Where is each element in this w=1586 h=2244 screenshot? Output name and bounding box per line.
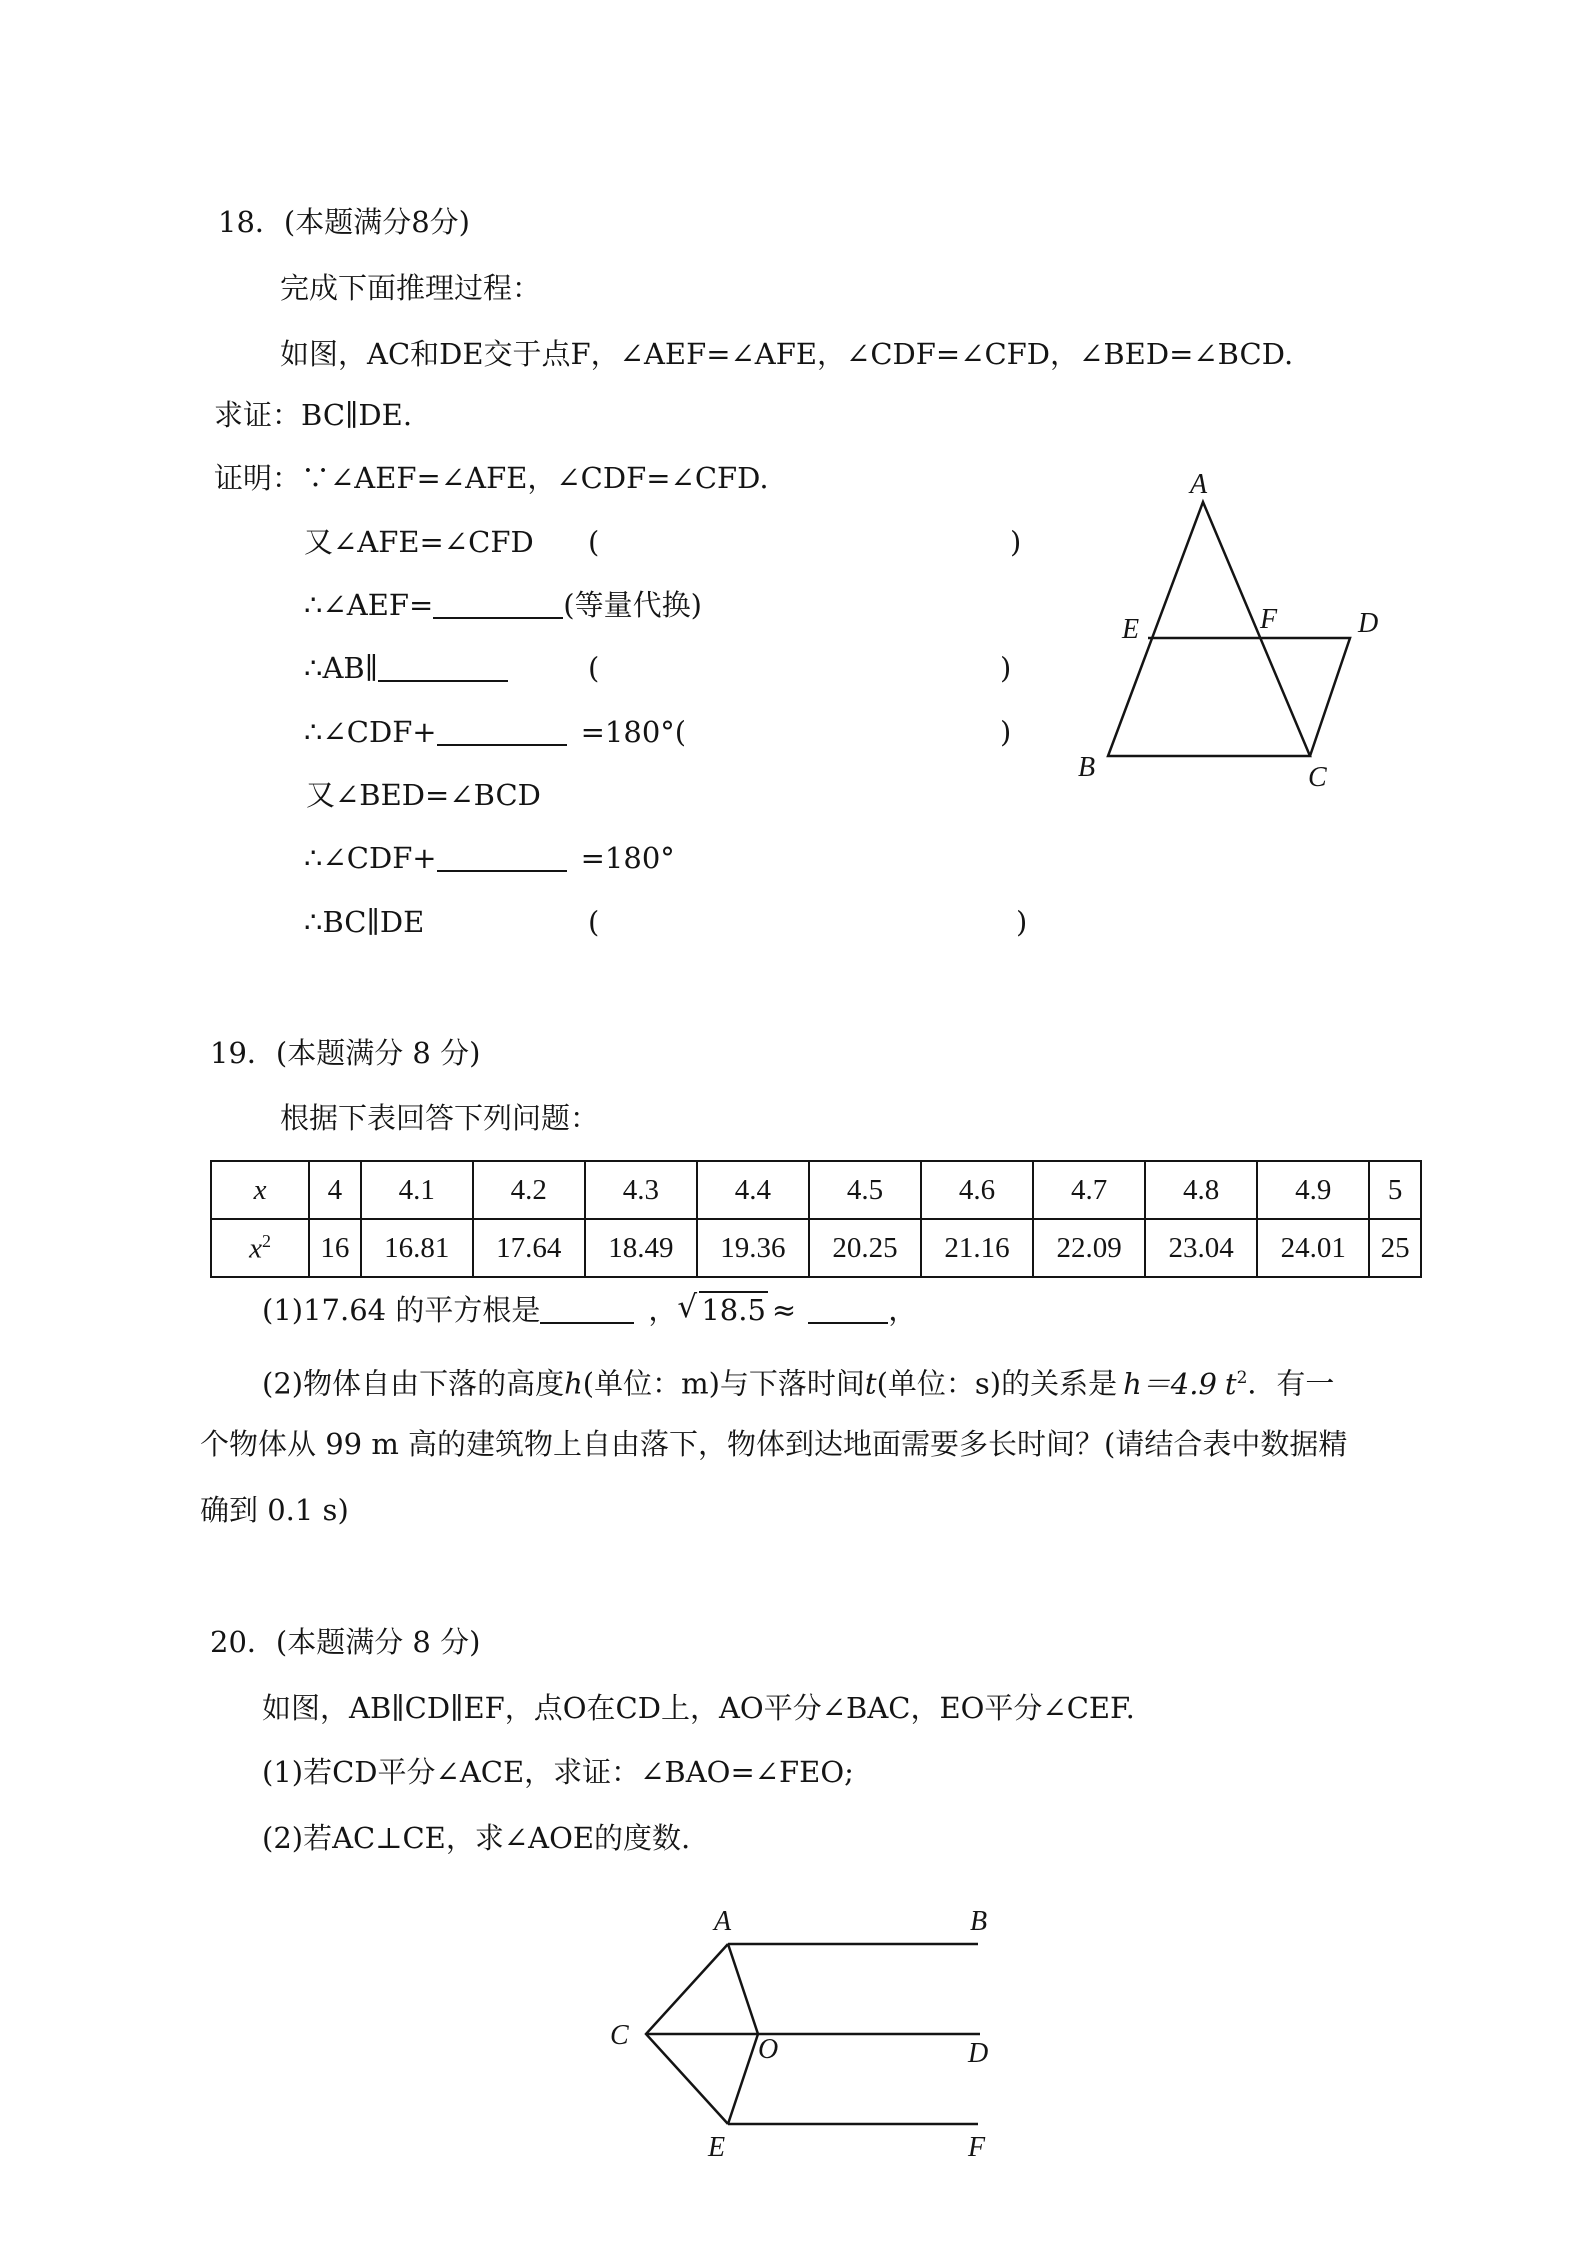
q19-table-row-x-squared (211, 1219, 1421, 1277)
q18-step-3-text: ∴∠AEF= (304, 588, 434, 622)
q20-label-c: C (610, 2020, 629, 2051)
q18-step-8: ∴BC∥DE (304, 905, 425, 939)
q18-step-4-blank[interactable] (378, 652, 508, 682)
q19-table-cell: 18.49 (585, 1219, 697, 1277)
q19-instruction: 根据下表回答下列问题： (280, 1101, 600, 1135)
q19-table (210, 1160, 1422, 1278)
q19-table-cell: 4.6 (921, 1161, 1033, 1219)
q19-table-cell: 17.64 (473, 1219, 585, 1277)
q18-given: 如图，AC和DE交于点F，∠AEF=∠AFE，∠CDF=∠CFD，∠BED=∠BCD. (280, 337, 1294, 371)
q18-step-3-blank[interactable] (433, 589, 563, 619)
q19-part2-line2: 个物体从 99 m 高的建筑物上自由落下，物体到达地面需要多长时间？(请结合表中数据精 (200, 1427, 1348, 1461)
sqrt-icon: √ (677, 1289, 698, 1325)
q19-part2-line3: 确到 0.1 s) (200, 1493, 349, 1527)
q18-label-f: F (1260, 604, 1278, 635)
q19-table-cell: 4.4 (697, 1161, 809, 1219)
q18-step-7 (304, 838, 675, 878)
q19-table-cell: 4.7 (1033, 1161, 1145, 1219)
q20-given: 如图，AB∥CD∥EF，点O在CD上，AO平分∠BAC，EO平分∠CEF. (262, 1691, 1135, 1725)
q18-step-5-text: ∴∠CDF+ (304, 715, 437, 749)
q20-heading: 20．(本题满分 8 分) (210, 1625, 481, 1659)
q20-part1: (1)若CD平分∠ACE，求证：∠BAO=∠FEO; (262, 1755, 854, 1789)
q18-instruction: 完成下面推理过程： (280, 271, 542, 305)
q18-step-8-close-paren: ) (1016, 905, 1028, 939)
q18-label-b: B (1078, 752, 1096, 783)
q18-step-2-close-paren: ) (1010, 525, 1022, 559)
q19-part1-sep: ， (648, 1293, 678, 1327)
q19-sqrt (677, 1290, 768, 1330)
q19-table-cell: 4.8 (1145, 1161, 1257, 1219)
q19-table-cell: 25 (1369, 1219, 1421, 1277)
q19-table-header-x-squared: $x^2$ (211, 1219, 309, 1277)
q20-label-o: O (758, 2034, 779, 2065)
q19-table-row-x (211, 1161, 1421, 1219)
q18-step-3-reason: (等量代换) (563, 588, 702, 622)
q19-radicand: 18.5 (701, 1293, 766, 1327)
q18-step-4-text: ∴AB∥ (304, 651, 379, 685)
q18-step-4-close-paren: ) (1000, 651, 1012, 685)
q19-table-cell: 20.25 (809, 1219, 921, 1277)
q19-table-cell: 4 (309, 1161, 361, 1219)
q18-step-4-open-paren: ( (588, 651, 600, 685)
q18-step-8-open-paren: ( (588, 905, 600, 939)
q18-label-c: C (1308, 762, 1327, 793)
q20-label-e: E (708, 2132, 726, 2163)
q18-step-7-text: ∴∠CDF+ (304, 841, 437, 875)
q20-label-a: A (714, 1906, 732, 1937)
q18-step-7-rest: =180° (580, 841, 675, 875)
q18-step-7-blank[interactable] (437, 842, 567, 872)
q20-label-d: D (968, 2038, 989, 2069)
q19-table-cell: 5 (1369, 1161, 1421, 1219)
q18-label-d: D (1358, 608, 1379, 639)
q18-figure (1060, 460, 1400, 800)
q19-table-cell: 24.01 (1257, 1219, 1369, 1277)
q19-part1 (262, 1290, 917, 1330)
q19-table-cell: 23.04 (1145, 1219, 1257, 1277)
q18-step-2-open-paren: ( (588, 525, 600, 559)
q20-label-f: F (968, 2132, 986, 2163)
q19-table-cell: 16.81 (361, 1219, 473, 1277)
q19-part1-end: ， (888, 1293, 918, 1327)
q19-part1-blank-2[interactable] (808, 1294, 888, 1324)
q18-step-4 (304, 648, 508, 688)
q19-heading: 19．(本题满分 8 分) (210, 1036, 481, 1070)
q18-step-2: 又∠AFE=∠CFD (304, 525, 534, 559)
q19-part2-line1: (2)物体自由下落的高度h(单位：m)与下落时间t(单位：s)的关系是 h＝4.9 $t^2$．有一 (262, 1366, 1335, 1401)
q19-table-cell: 4.1 (361, 1161, 473, 1219)
q20-figure (600, 1900, 1020, 2200)
q19-table-cell: 21.16 (921, 1219, 1033, 1277)
q18-step-3 (304, 585, 702, 625)
q18-label-e: E (1122, 614, 1140, 645)
q19-table-cell: 4.5 (809, 1161, 921, 1219)
q19-table-cell: 19.36 (697, 1219, 809, 1277)
q18-heading: 18．(本题满分8分) (218, 205, 470, 239)
q18-step-5-close-paren: ) (1000, 715, 1012, 749)
q19-approx: ≈ (771, 1293, 797, 1327)
q19-table-cell: 4.2 (473, 1161, 585, 1219)
q19-table-cell: 22.09 (1033, 1219, 1145, 1277)
q19-table-cell: 4.3 (585, 1161, 697, 1219)
q19-table-cell: 4.9 (1257, 1161, 1369, 1219)
q18-step-5 (304, 712, 686, 752)
q18-step-5-rest: =180°( (580, 715, 687, 749)
q20-part2: (2)若AC⊥CE，求∠AOE的度数. (262, 1821, 691, 1855)
q18-segment-ed-dc (1148, 638, 1350, 756)
q19-part1-text: (1)17.64 的平方根是 (262, 1293, 541, 1327)
q18-prove: 求证：BC∥DE. (214, 398, 413, 432)
q20-label-b: B (970, 1906, 988, 1937)
q18-step-6: 又∠BED=∠BCD (306, 778, 541, 812)
q18-step-1: 证明：∵∠AEF=∠AFE，∠CDF=∠CFD. (214, 461, 769, 495)
q19-table-header-x: x (211, 1161, 309, 1219)
q18-label-a: A (1190, 469, 1208, 500)
q18-step-5-blank[interactable] (437, 716, 567, 746)
q19-part1-blank-1[interactable] (540, 1294, 634, 1324)
q19-table-cell: 16 (309, 1219, 361, 1277)
